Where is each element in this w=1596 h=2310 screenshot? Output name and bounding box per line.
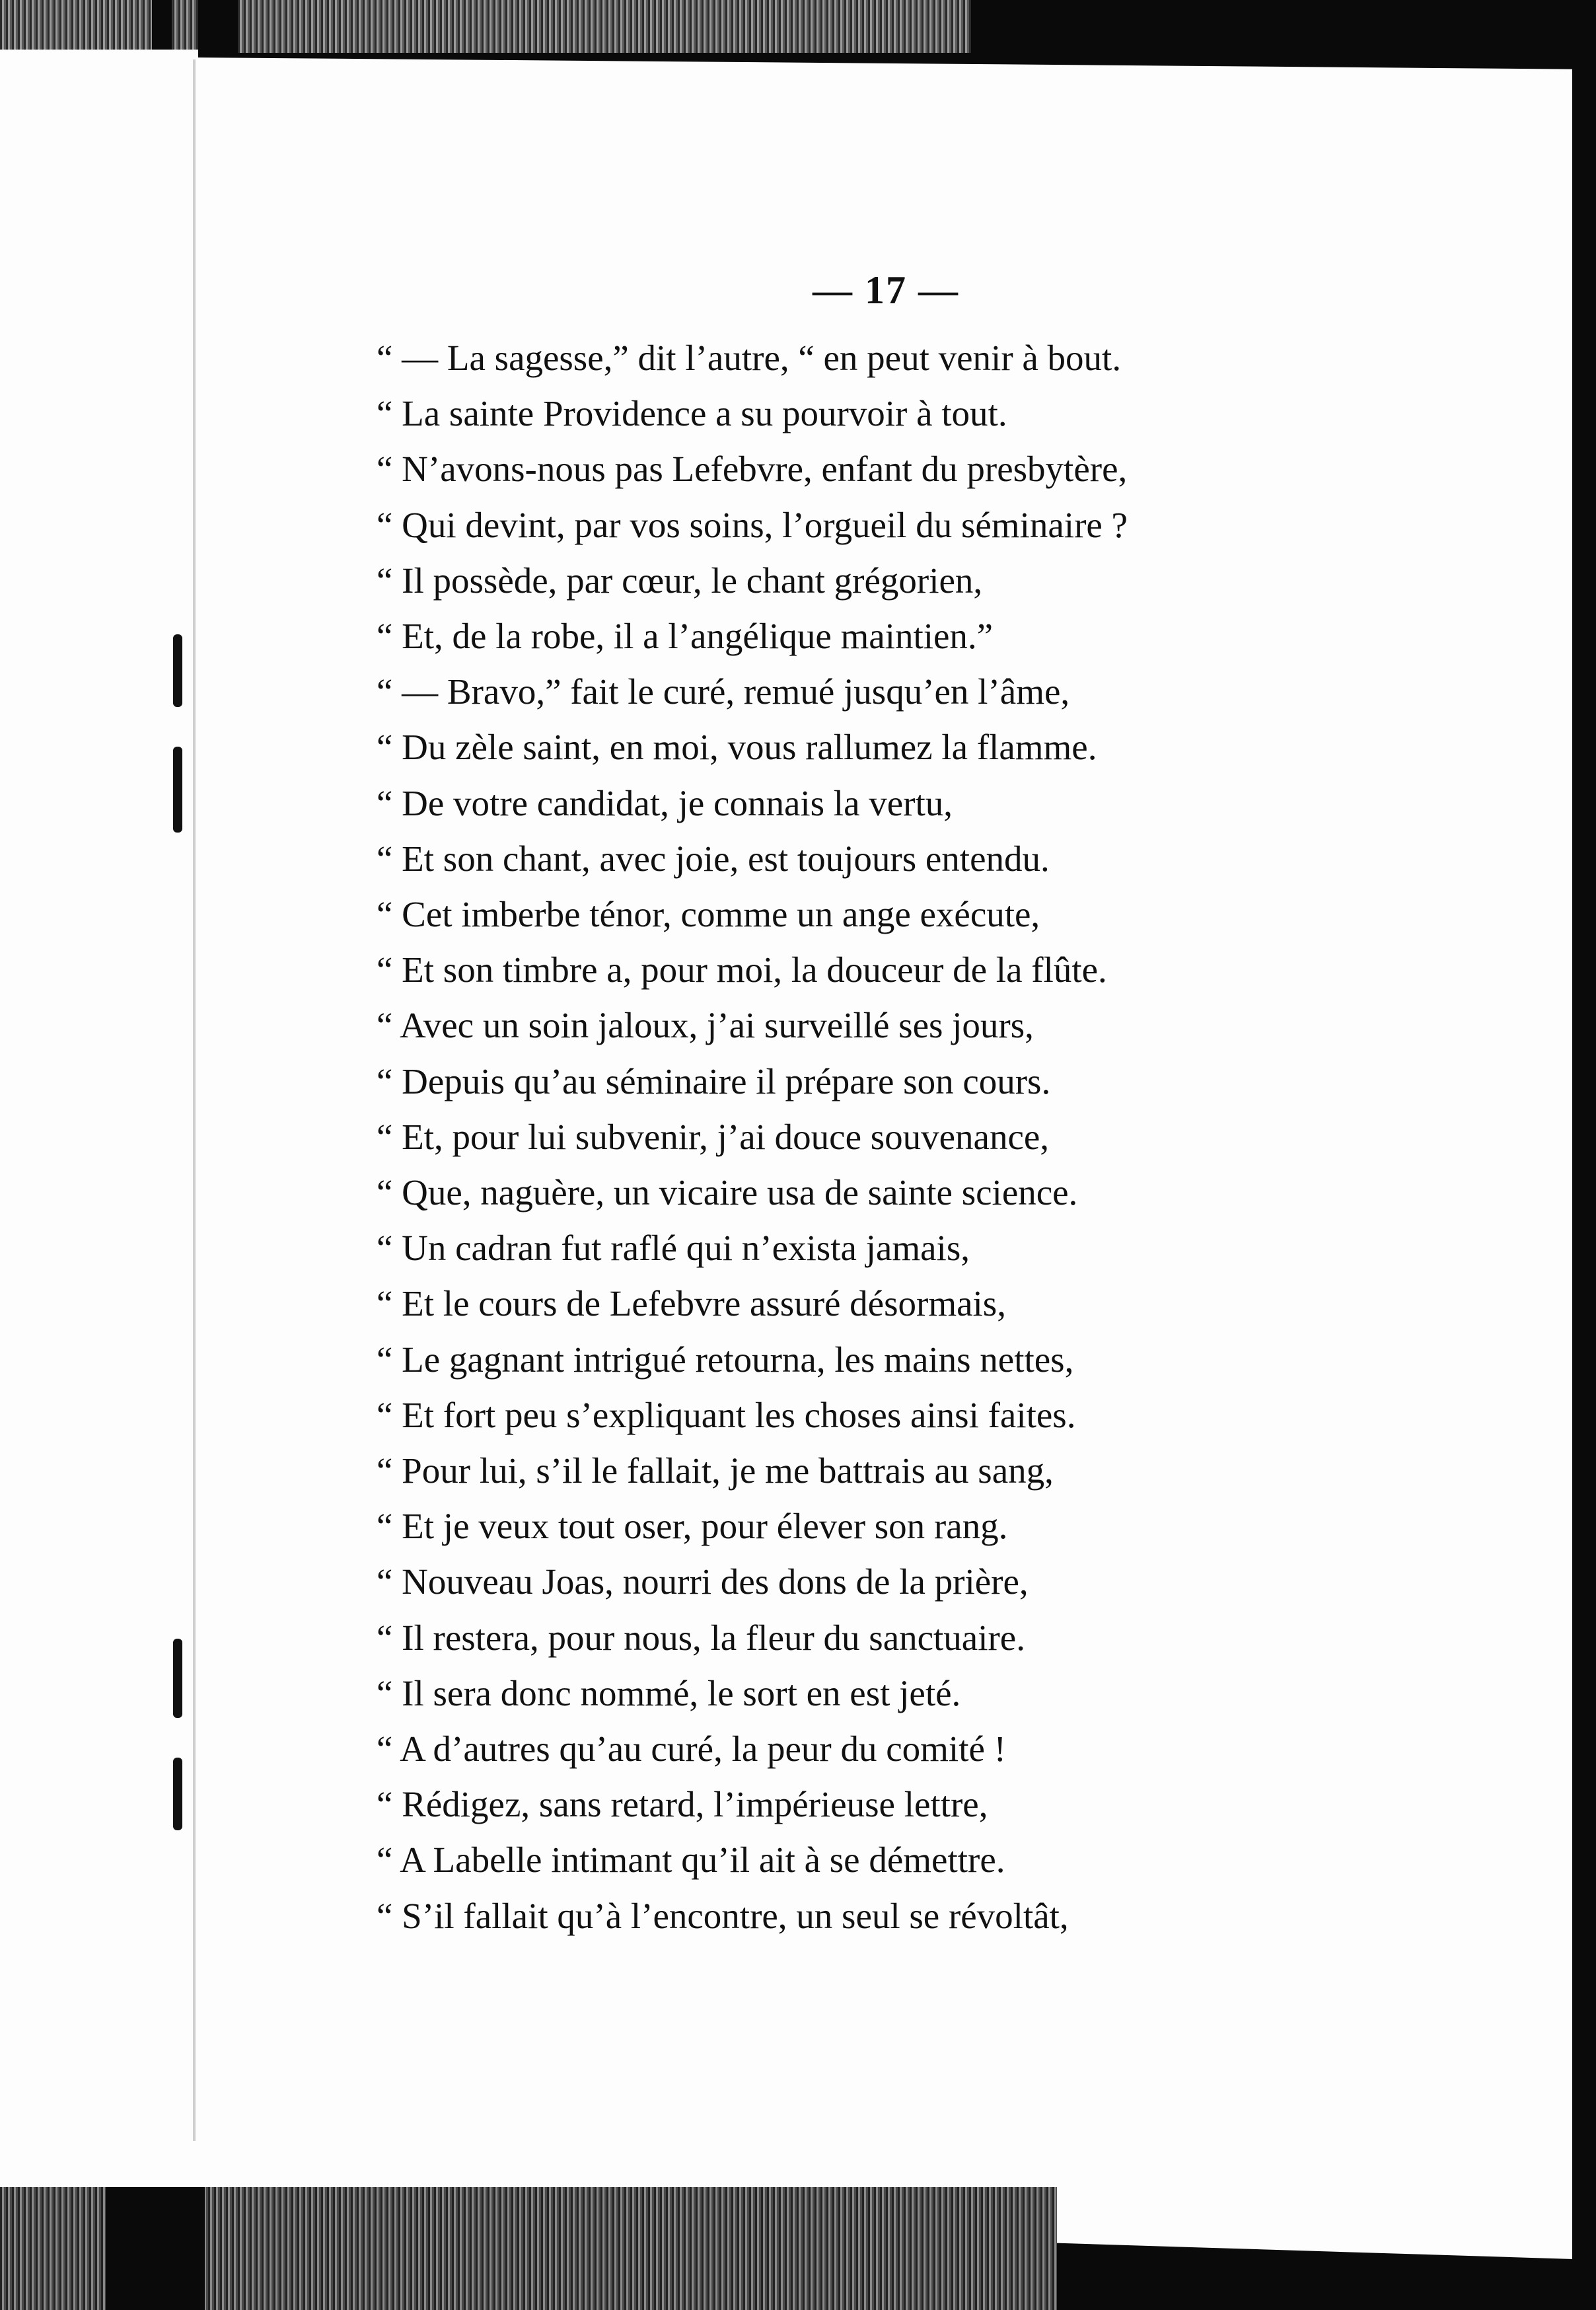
verse-line: “ S’il fallait qu’à l’encontre, un seul se révoltât,	[377, 1895, 1069, 1936]
verse-line: “ Un cadran fut raflé qui n’exista jamais,	[377, 1228, 970, 1269]
page-spine	[193, 59, 196, 2141]
verse-line: “ Et le cours de Lefebvre assuré désormais,	[377, 1283, 1006, 1324]
verse-line: “ Nouveau Joas, nourri des dons de la prière,	[377, 1561, 1029, 1602]
scan-edge-bottom	[0, 2187, 1057, 2310]
verse-line: “ Cet imberbe ténor, comme un ange exécute,	[377, 894, 1040, 935]
verse-line: “ Rédigez, sans retard, l’impérieuse lettre,	[377, 1784, 988, 1825]
verse-line: “ Pour lui, s’il le fallait, je me battrais au sang,	[377, 1450, 1054, 1491]
verse-line: “ Et fort peu s’expliquant les choses ainsi faites.	[377, 1394, 1076, 1435]
binding-stitch	[173, 1758, 182, 1830]
verse-line: “ Et, pour lui subvenir, j’ai douce souvenance,	[377, 1116, 1050, 1157]
verse-line: “ Du zèle saint, en moi, vous rallumez la flamme.	[377, 727, 1097, 768]
page-number: — 17 —	[813, 268, 959, 312]
verse-line: “ Et son chant, avec joie, est toujours entendu.	[377, 838, 1050, 879]
verse-block	[377, 330, 1354, 1944]
verse-line: “ Depuis qu’au séminaire il prépare son cours.	[377, 1061, 1051, 1101]
verse-line: “ A Labelle intimant qu’il ait à se démettre.	[377, 1840, 1005, 1881]
verse-line: “ — Bravo,” fait le curé, remué jusqu’en l’âme,	[377, 671, 1070, 712]
verse-line: “ Qui devint, par vos soins, l’orgueil du séminaire ?	[377, 504, 1128, 545]
scan-edge-top	[0, 0, 971, 53]
verse-line: “ A d’autres qu’au curé, la peur du comité !	[377, 1729, 1006, 1770]
verse-line: “ De votre candidat, je connais la vertu,	[377, 782, 953, 823]
binding-stitch	[173, 1639, 182, 1718]
verse-line: “ Et je veux tout oser, pour élever son rang.	[377, 1506, 1008, 1547]
verse-line: “ Il possède, par cœur, le chant grégorien,	[377, 560, 983, 601]
scan-edge-right	[1572, 0, 1596, 2310]
verse-line: “ N’avons-nous pas Lefebvre, enfant du presbytère,	[377, 449, 1128, 490]
verse-line: “ Avec un soin jaloux, j’ai surveillé ses jours,	[377, 1005, 1034, 1046]
verse-line: “ Et, de la robe, il a l’angélique maintien.”	[377, 616, 994, 657]
binding-stitch	[173, 634, 182, 707]
verse-line: “ — La sagesse,” dit l’autre, “ en peut venir à bout.	[377, 338, 1122, 378]
verse-line: “ Que, naguère, un vicaire usa de sainte science.	[377, 1172, 1078, 1213]
verse-line: “ Le gagnant intrigué retourna, les mains nettes,	[377, 1339, 1074, 1380]
verse-line: “ La sainte Providence a su pourvoir à tout.	[377, 393, 1007, 434]
verse-line: “ Et son timbre a, pour moi, la douceur de la flûte.	[377, 950, 1107, 990]
verse-line: “ Il sera donc nommé, le sort en est jeté.	[377, 1672, 961, 1713]
verse-line: “ Il restera, pour nous, la fleur du sanctuaire.	[377, 1617, 1025, 1658]
binding-stitch	[173, 747, 182, 833]
